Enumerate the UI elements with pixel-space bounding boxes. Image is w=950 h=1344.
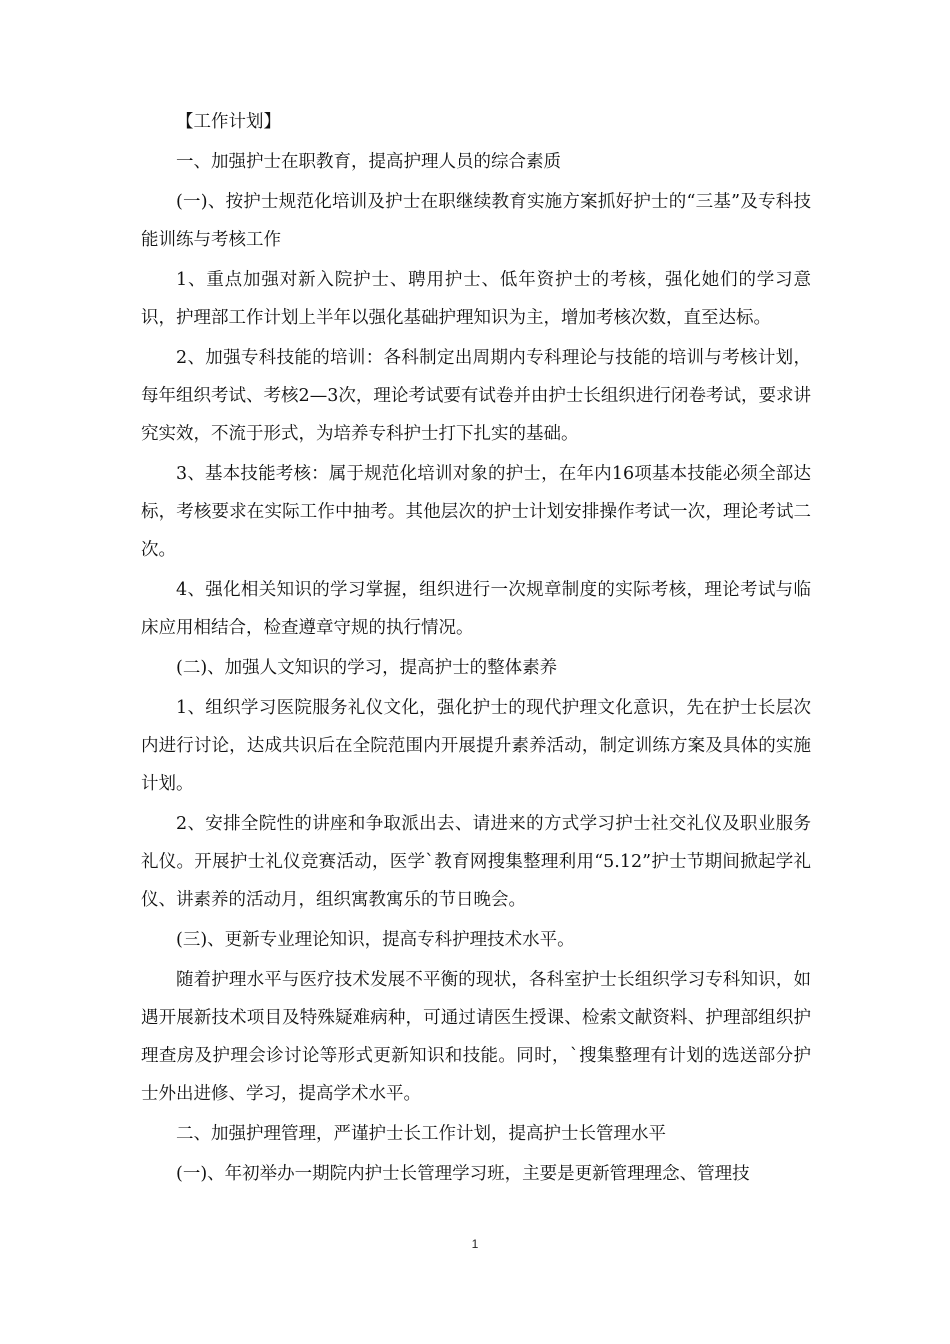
paragraph-item-1: 1、重点加强对新入院护士、聘用护士、低年资护士的考核，强化她们的学习意识，护理部工作计划上半年以强化基础护理知识为主，增加考核次数，直至达标。 [141,270,811,328]
page-number: 1 [471,1237,479,1251]
paragraph-item-5: 1、组织学习医院服务礼仪文化，强化护士的现代护理文化意识，先在护士长层次内进行讨论，达成共识后在全院范围内开展提升素养活动，制定训练方案及具体的实施计划。 [141,698,811,794]
heading-work-plan: 【工作计划】 [176,112,281,132]
subsection-heading-1-3: (三)、更新专业理论知识，提高专科护理技术水平。 [176,930,575,950]
section-heading-2: 二、加强护理管理，严谨护士长工作计划，提高护士长管理水平 [176,1124,666,1144]
subsection-heading-2-1: (一)、年初举办一期院内护士长管理学习班，主要是更新管理理念、管理技 [176,1164,750,1184]
paragraph-item-3: 3、基本技能考核：属于规范化培训对象的护士，在年内16项基本技能必须全部达标，考核要求在实际工作中抽考。其他层次的护士计划安排操作考试一次，理论考试二次。 [141,464,811,560]
paragraph-item-6: 2、安排全院性的讲座和争取派出去、请进来的方式学习护士社交礼仪及职业服务礼仪。开展护士礼仪竞赛活动，医学`教育网搜集整理利用“5.12”护士节期间掀起学礼仪、讲素养的活动月，组织寓教寓乐的节日晚会。 [141,814,811,910]
subsection-heading-1-1: (一)、按护士规范化培训及护士在职继续教育实施方案抓好护士的“三基”及专科技能训练与考核工作 [141,192,811,250]
paragraph-item-2: 2、加强专科技能的培训：各科制定出周期内专科理论与技能的培训与考核计划，每年组织考试、考核2—3次，理论考试要有试卷并由护士长组织进行闭卷考试，要求讲究实效，不流于形式，为培养专科护士打下扎实的基础。 [141,348,811,444]
document-body [141,103,811,1195]
paragraph-item-4: 4、强化相关知识的学习掌握，组织进行一次规章制度的实际考核，理论考试与临床应用相结合，检查遵章守规的执行情况。 [141,580,811,638]
paragraph-item-7: 随着护理水平与医疗技术发展不平衡的现状，各科室护士长组织学习专科知识，如遇开展新技术项目及特殊疑难病种，可通过请医生授课、检索文献资料、护理部组织护理查房及护理会诊讨论等形式更新知识和技能。同时，`搜集整理有计划的选送部分护士外出进修、学习，提高学术水平。 [141,970,811,1104]
subsection-heading-1-2: (二)、加强人文知识的学习，提高护士的整体素养 [176,658,558,678]
section-heading-1: 一、加强护士在职教育，提高护理人员的综合素质 [176,152,561,172]
